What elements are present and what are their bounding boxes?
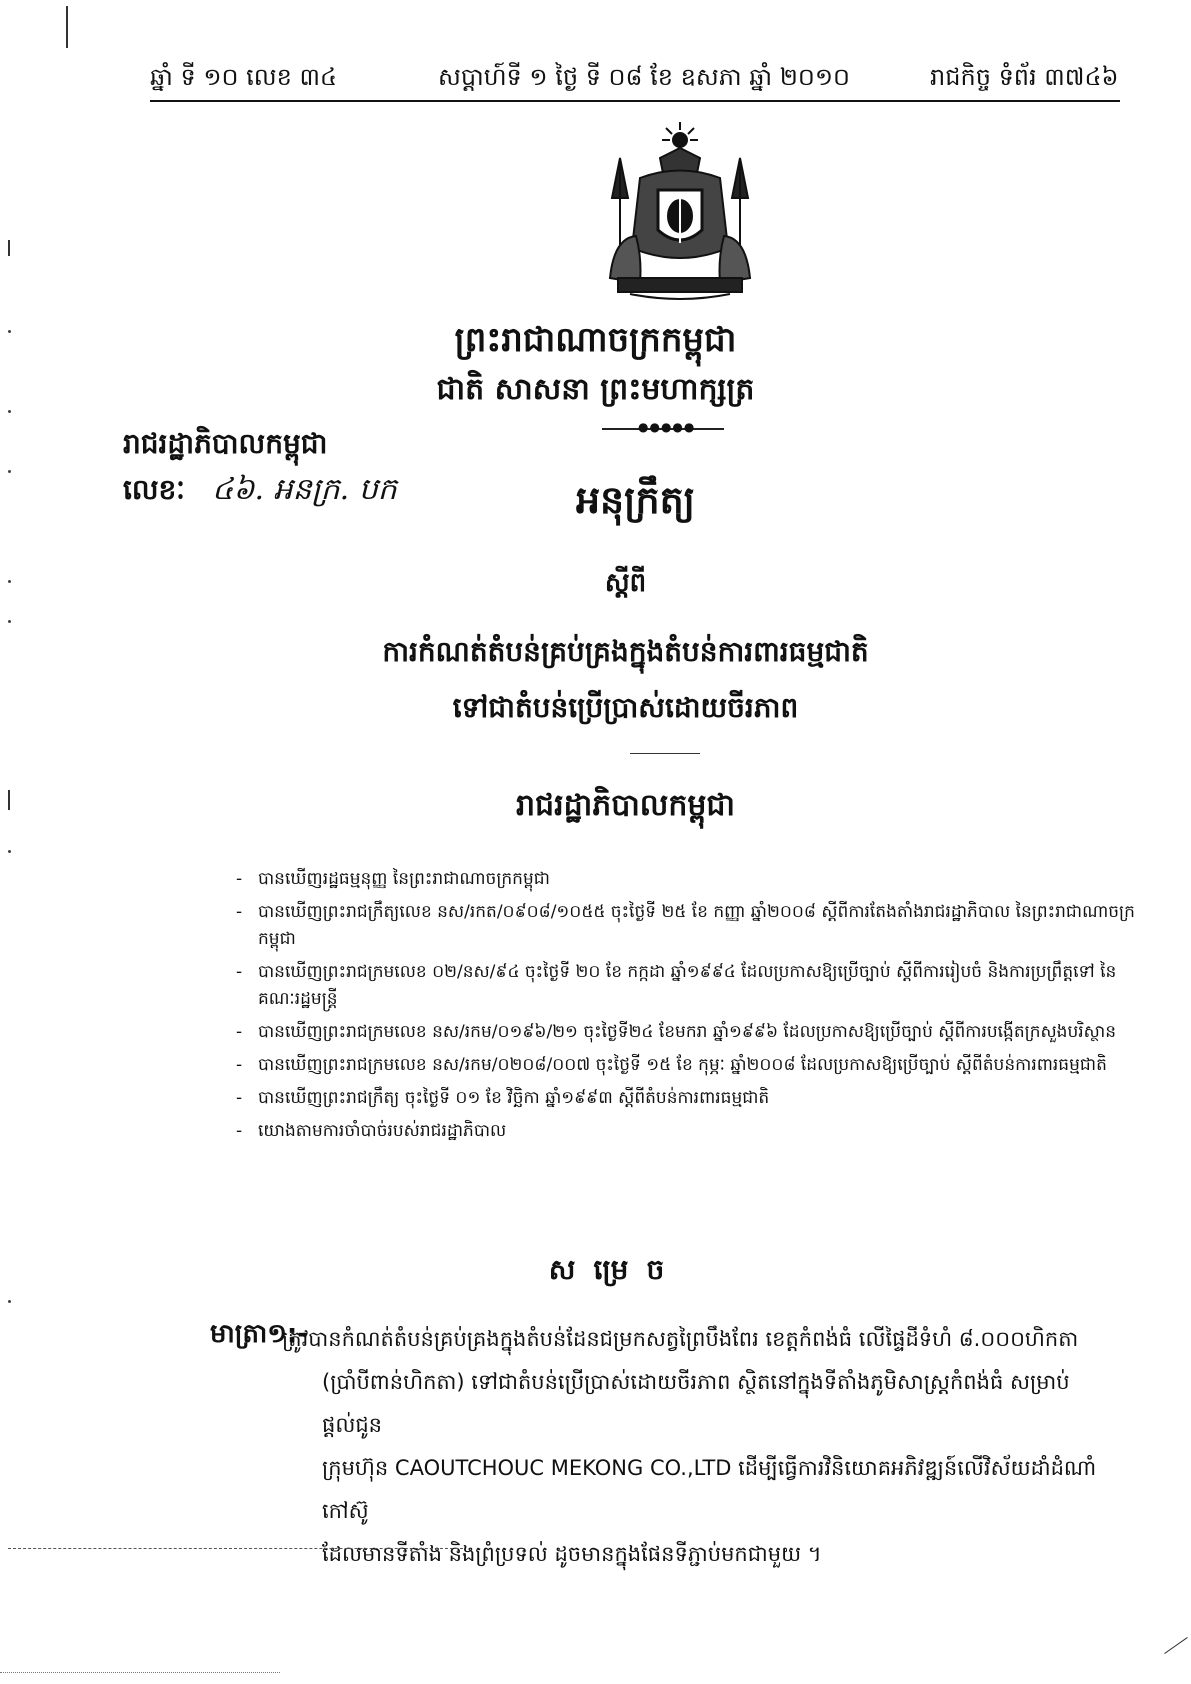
gazette-page: រាជកិច្ច ទំព័រ ៣៧៤៦ (930, 63, 1119, 91)
scan-margin-mark (8, 790, 10, 810)
gazette-year-issue: ឆ្នាំ ទី ១០ លេខ ៣៤ (150, 63, 337, 91)
document-type-title: អនុក្រឹត្យ (575, 478, 696, 522)
article-line: ត្រូវបានកំណត់តំបន់គ្រប់គ្រងក្នុងតំបន់ដែនជម្រកសត្វព្រៃបឹងពែរ ខេត្តកំពង់ធំ លើផ្ទៃដីទំហំ ៨.០០០ហិកតា (282, 1327, 1079, 1351)
reference-item: - បានឃើញរដ្ឋធម្មនុញ្ញ នៃព្រះរាជាណាចក្រកម្ពុជា (236, 866, 1136, 893)
scan-dot (8, 850, 11, 853)
subject-line-2: ទៅជាតំបន់ប្រើប្រាស់ដោយចីរភាព (452, 691, 799, 724)
scan-dot (8, 470, 11, 473)
subject-line-1: ការកំណត់តំបន់គ្រប់គ្រងក្នុងតំបន់ការពារធម្មជាតិ (382, 635, 869, 668)
article-1-body (282, 1318, 1122, 1576)
gazette-date: សប្តាហ៍ទី ១ ថ្ងៃ ទី ០៨ ខែ ឧសភា ឆ្នាំ ២០១០ (438, 63, 851, 91)
reference-item: - បានឃើញព្រះរាជក្រមលេខ នស/រកម/០១៩៦/២១ ចុះថ្ងៃទី២៤ ខែមករា ឆ្នាំ១៩៩៦ ដែលប្រកាសឱ្យប្រើច្បាប់ ស្តីពីការបង្កើតក្រសួងបរិស្ថាន (236, 1019, 1136, 1046)
kingdom-name: ព្រះរាជាណាចក្រកម្ពុជា (454, 320, 737, 360)
scan-dot (8, 620, 11, 623)
scan-dot (8, 580, 11, 583)
bottom-scan-edge (0, 1672, 280, 1673)
reference-item: - បានឃើញព្រះរាជក្រមលេខ នស/រកម/០២០៨/០០៧ ចុះថ្ងៃទី ១៥ ខែ កុម្ភៈ ឆ្នាំ២០០៨ ដែលប្រកាសឱ្យប្រើច្បាប់ ស្តីពីតំបន់ការពារធម្មជាតិ (236, 1052, 1136, 1079)
coat-of-arms-icon (590, 118, 770, 303)
scan-dot (8, 1300, 11, 1303)
document-number-handwritten: ៤៦. អនក្រ. បក (212, 472, 397, 507)
reference-item: - បានឃើញព្រះរាជក្រមលេខ ០២/នស/៩៤ ចុះថ្ងៃទី ២០ ខែ កក្កដា ឆ្នាំ១៩៩៤ ដែលប្រកាសឱ្យប្រើច្បាប់ ស្តីពីការរៀបចំ និងការប្រព្រឹត្តទៅ នៃគណៈរដ្ឋមន្ត្រី (236, 959, 1136, 1013)
government-heading: រាជរដ្ឋាភិបាលកម្ពុជា (516, 788, 735, 823)
reference-item: - បានឃើញព្រះរាជក្រឹត្យ ចុះថ្ងៃទី ០១ ខែ វិច្ឆិកា ឆ្នាំ១៩៩៣ ស្តីពីតំបន់ការពារធម្មជាតិ (236, 1085, 1136, 1112)
reference-item: - បានឃើញព្រះរាជក្រឹត្យលេខ នស/រកត/០៩០៨/១០៥៥ ចុះថ្ងៃទី ២៥ ខែ កញ្ញា ឆ្នាំ២០០៨ ស្តីពីការតែងតាំងរាជរដ្ឋាភិបាល នៃព្រះរាជាណាចក្រកម្ពុជា (236, 899, 1136, 953)
header-rule (150, 100, 1120, 102)
subject-divider (630, 753, 700, 754)
document-number-label: លេខៈ (123, 473, 185, 506)
scan-margin-mark (8, 240, 10, 256)
article-1-label: មាត្រា១:- (210, 1319, 309, 1349)
issuing-government: រាជរដ្ឋាភិបាលកម្ពុជា (123, 427, 328, 460)
national-motto: ជាតិ សាសនា ព្រះមហាក្សត្រ (436, 372, 755, 407)
legal-references-list (236, 866, 1136, 1151)
corner-mark (1164, 1637, 1188, 1654)
article-line: ដែលមានទីតាំង និងព្រំប្រទល់ ដូចមានក្នុងផែនទីភ្ជាប់មកជាមួយ ។ (322, 1542, 822, 1566)
article-line: (ប្រាំបីពាន់ហិកតា) ទៅជាតំបន់ប្រើប្រាស់ដោយចីរភាព ស្ថិតនៅក្នុងទីតាំងភូមិសាស្ត្រកំពង់ធំ សម្រាប់ផ្តល់ជូន (322, 1370, 1070, 1437)
scan-margin-mark (66, 6, 68, 48)
motto-ornament: ●●●●● (602, 428, 724, 430)
reference-item: - យោងតាមការចាំបាច់របស់រាជរដ្ឋាភិបាល (236, 1118, 1136, 1145)
decides-heading: សម្រេច (548, 1253, 683, 1286)
article-line: ក្រុមហ៊ុន CAOUTCHOUC MEKONG CO.,LTD ដើម្បីធ្វើការវិនិយោគអភិវឌ្ឍន៍លើវិស័យដាំដំណាំកៅស៊ូ (322, 1456, 1097, 1523)
footer-rule (8, 1548, 463, 1549)
on-label: ស្តីពី (604, 568, 647, 598)
